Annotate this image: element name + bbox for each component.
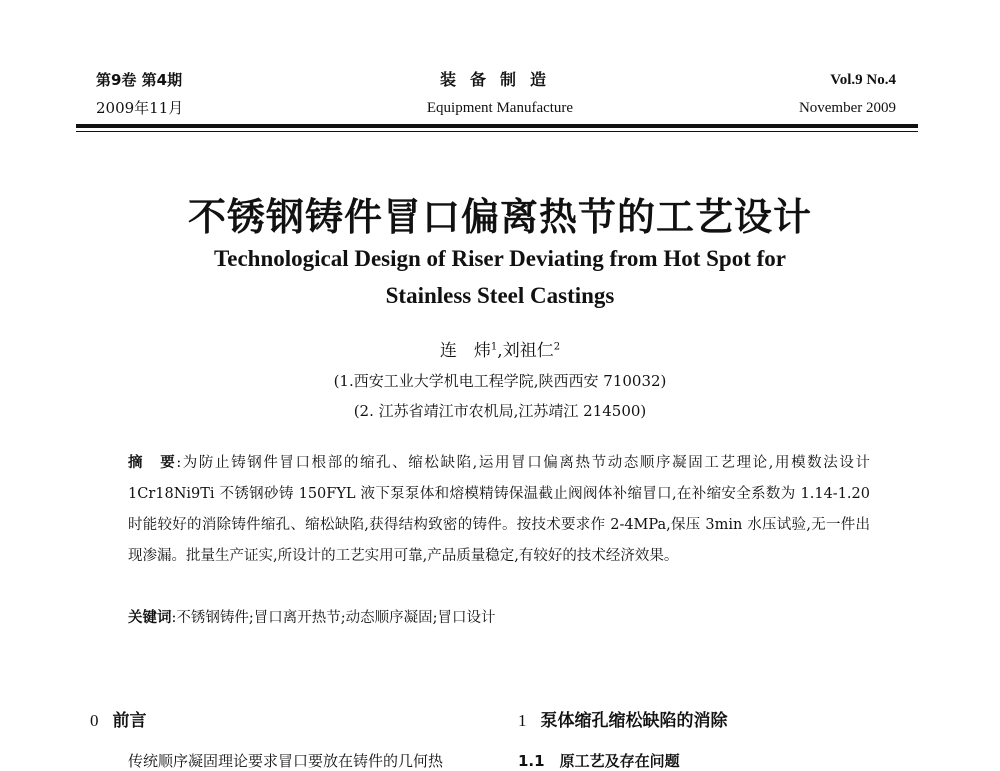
title-en [0,240,1000,314]
body-text-left: 传统顺序凝固理论要求冒口要放在铸件的几何热 [128,752,444,770]
keywords-label: 关键词 [128,610,172,626]
issue-date-cn: 2009年11月 [96,99,184,117]
journal-name-en: Equipment Manufacture [426,100,574,116]
section-0-number: 0 [90,711,99,730]
author-2-affil-mark: 2 [553,341,561,353]
header-rule-thick [76,124,918,128]
author-2: 刘祖仁 [502,341,554,361]
journal-name-cn: 装备制造 [439,70,560,89]
section-1-title: 泵体缩孔缩松缺陷的消除 [540,711,728,731]
title-en-line1: Technological Design of Riser Deviating from Hot Spot for [214,246,786,271]
header-right [799,66,896,122]
issue-date-en: November 2009 [798,100,896,116]
title-en-line2: Stainless Steel Castings [385,283,615,308]
volume-issue-cn: 第9卷 第4期 [96,71,183,89]
author-1-affil-mark: 1 [490,341,498,353]
subsection-1-1-heading: 1.1 原工艺及存在问题 [518,752,680,770]
section-1-heading [518,706,728,731]
section-0-title: 前言 [112,711,147,731]
keywords-text: :不锈钢铸件;冒口离开热节;动态顺序凝固;冒口设计 [171,610,496,626]
abstract [128,448,870,572]
authors [0,336,1000,361]
abstract-text: :为防止铸钢件冒口根部的缩孔、缩松缺陷,运用冒口偏离热节动态顺序凝固工艺理论,用模数法设计 1Cr18Ni9Ti 不锈钢砂铸 150FYL 液下泵泵体和熔模精铸保温截止阀阀体补缩冒口,在补缩安全系数为 1.14-1.20 时能较好的消除铸件缩孔、缩松缺陷,获得结构致密的铸件。按技术要求作 2-4MPa,保压 3min 水压试验,无一件出现渗漏。批量生产证实,所设计的工艺实用可靠,产品质量稳定,有较好的技术经济效果。 [128,455,870,564]
section-1-number: 1 [518,711,527,730]
volume-issue-en: Vol.9 No.4 [830,72,896,88]
author-separator: , [497,341,503,361]
abstract-label: 摘 要 [128,455,177,471]
header-rule-thin [76,131,918,132]
title-cn: 不锈钢铸件冒口偏离热节的工艺设计 [187,195,812,239]
affiliation-1: (1.西安工业大学机电工程学院,陕西西安 710032) [333,372,667,390]
keywords [128,604,870,632]
author-1: 连 炜 [439,341,491,361]
affiliation-2: (2. 江苏省靖江市农机局,江苏靖江 214500) [353,402,647,420]
section-0-heading [90,706,147,731]
